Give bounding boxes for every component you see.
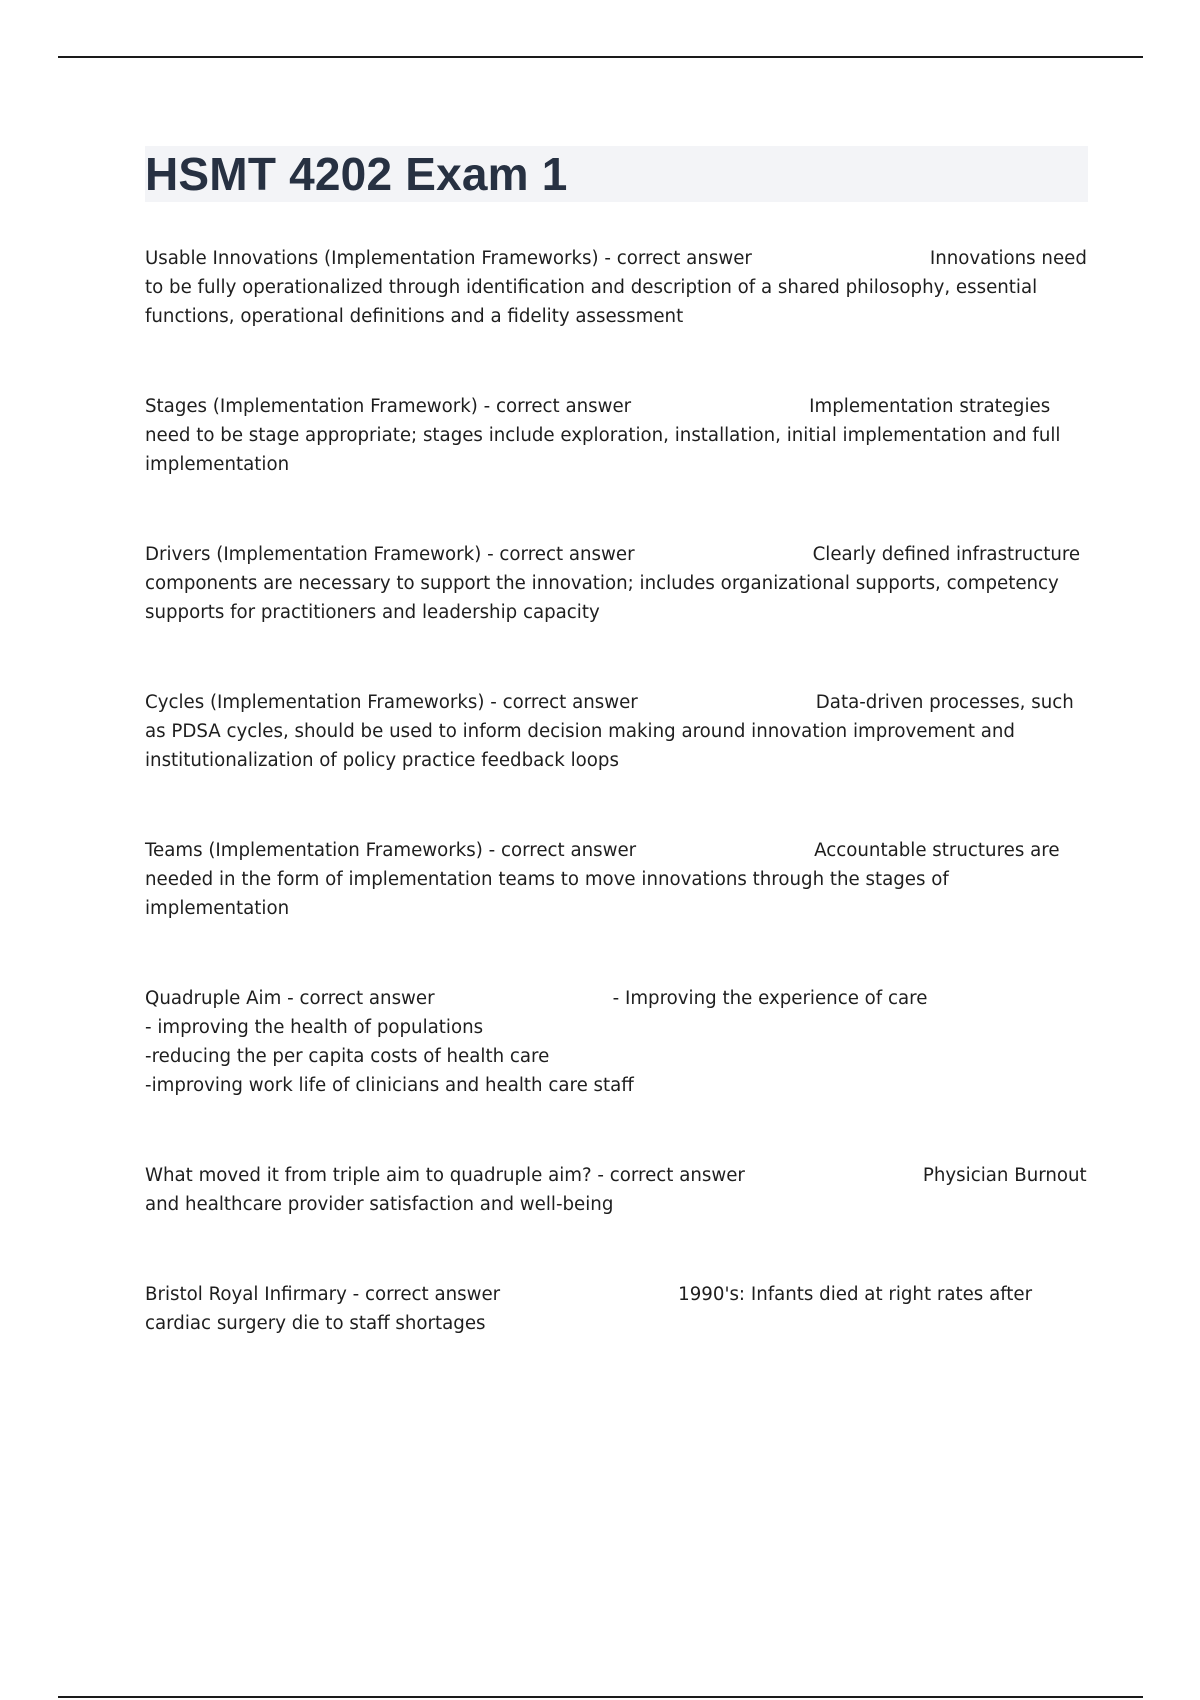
card-answer: Accountable structures are needed in the form of implementation teams to move innovations through the stages of implementation: [145, 840, 1060, 919]
card-answer: Implementation strategies need to be stage appropriate; stages include exploration, installation, initial implementation and full implementation: [145, 396, 1061, 475]
card-answer-line: -improving work life of clinicians and health care staff: [145, 1075, 634, 1096]
flashcard: [145, 836, 1090, 923]
card-term: What moved it from triple aim to quadruple aim? - correct answer: [145, 1165, 745, 1186]
card-term: Stages (Implementation Framework) - correct answer: [145, 396, 632, 417]
top-rule: [58, 56, 1143, 58]
card-answer: Physician Burnout and healthcare provider satisfaction and well-being: [145, 1165, 1087, 1215]
card-answer: - Improving the experience of care: [612, 988, 928, 1009]
flashcard: [145, 392, 1090, 479]
card-term: Teams (Implementation Frameworks) - correct answer: [145, 840, 637, 861]
card-term: Usable Innovations (Implementation Frameworks) - correct answer: [145, 248, 752, 269]
card-term: Drivers (Implementation Framework) - correct answer: [145, 544, 635, 565]
card-answer-line: - improving the health of populations: [145, 1017, 484, 1038]
card-term: Bristol Royal Infirmary - correct answer: [145, 1284, 501, 1305]
flashcard-list: [145, 244, 1090, 1338]
card-answer: 1990's: Infants died at right rates after cardiac surgery die to staff shortages: [145, 1284, 1033, 1334]
card-term: Cycles (Implementation Frameworks) - correct answer: [145, 692, 638, 713]
flashcard: [145, 1161, 1090, 1219]
bottom-rule: [58, 1696, 1143, 1698]
flashcard: [145, 1280, 1090, 1338]
card-answer: Innovations need to be fully operationalized through identification and description of a shared philosophy, essential functions, operational definitions and a fidelity assessment: [145, 248, 1087, 327]
flashcard: [145, 984, 1090, 1100]
page-title: HSMT 4202 Exam 1: [145, 148, 568, 200]
flashcard: [145, 540, 1090, 627]
card-answer: Clearly defined infrastructure components are necessary to support the innovation; includes organizational supports, competency supports for practitioners and leadership capacity: [145, 544, 1081, 623]
card-answer-line: -reducing the per capita costs of health care: [145, 1046, 550, 1067]
card-term: Quadruple Aim - correct answer: [145, 988, 435, 1009]
card-answer: Data-driven processes, such as PDSA cycles, should be used to inform decision making around innovation improvement and institutionalization of policy practice feedback loops: [145, 692, 1074, 771]
flashcard: [145, 688, 1090, 775]
flashcard: [145, 244, 1090, 331]
